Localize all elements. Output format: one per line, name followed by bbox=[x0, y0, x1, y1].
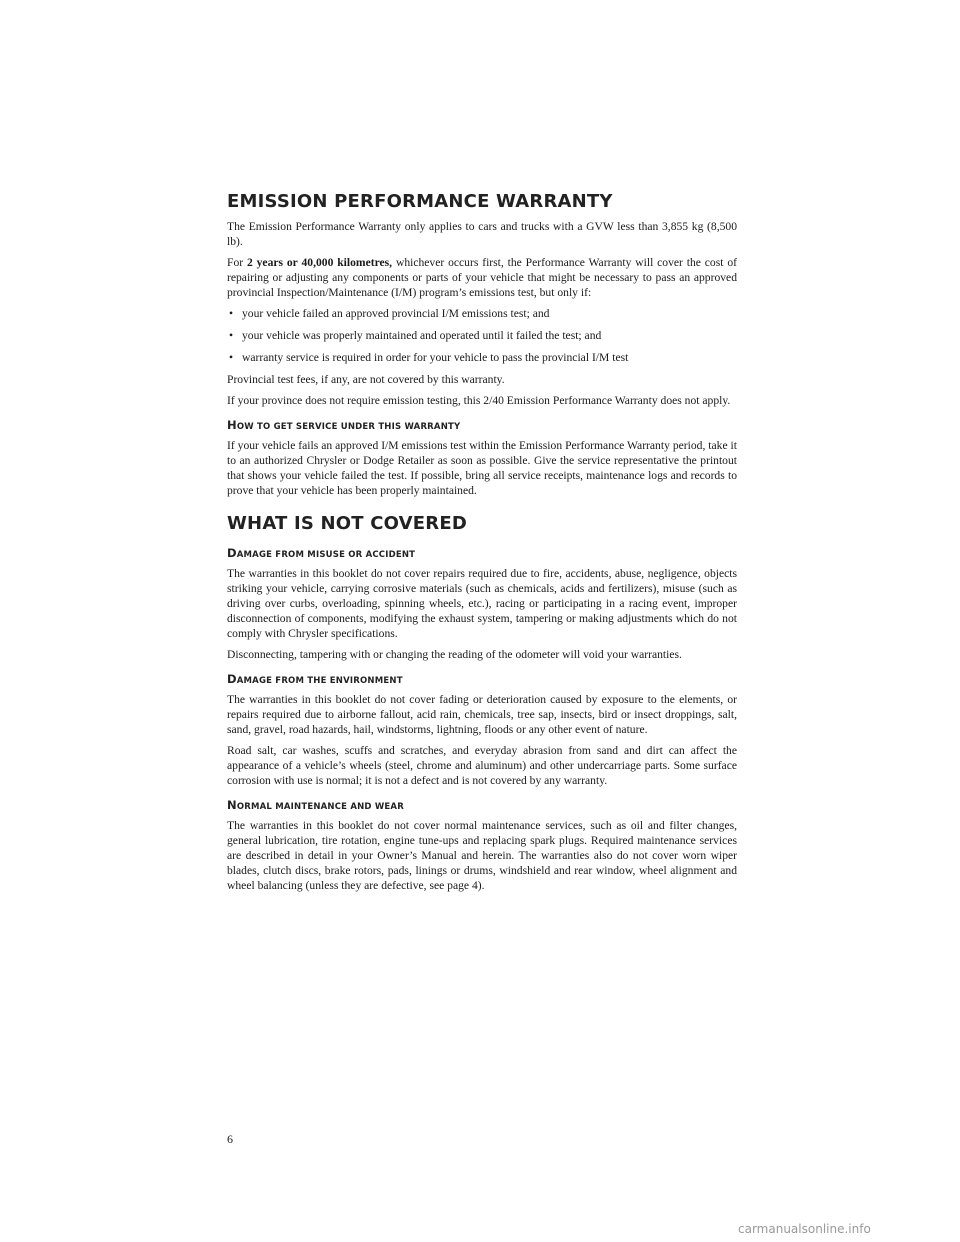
paragraph-service-procedure: If your vehicle fails an approved I/M emissions test within the Emission Performance Warranty period, take it to an authorized Chrysler or Dodge Retailer as soon as possible. Give the service representative the printout that shows your vehicle failed the test. If possible, bring all service receipts, maintenance logs and records to prove that your vehicle has been properly maintained. bbox=[227, 439, 737, 497]
section-title-not-covered: WHAT IS NOT COVERED bbox=[227, 513, 467, 534]
list-item: • your vehicle failed an approved provincial I/M emissions test; and bbox=[229, 307, 550, 320]
page-content bbox=[227, 190, 737, 899]
watermark: carmanualsonline.info bbox=[738, 1222, 871, 1236]
section-title-emission-warranty: EMISSION PERFORMANCE WARRANTY bbox=[227, 191, 613, 212]
paragraph-gvw: The Emission Performance Warranty only applies to cars and trucks with a GVW less than 3,855 kg (8,500 lb). bbox=[227, 220, 737, 248]
subheading-misuse-accident: DAMAGE FROM MISUSE OR ACCIDENT bbox=[227, 546, 416, 560]
paragraph-environment: The warranties in this booklet do not cover fading or deterioration caused by exposure to the elements, or repairs required due to airborne fallout, acid rain, chemicals, tree sap, insects, bird or insect droppings, salt, sand, gravel, road hazards, hail, windstorms, lightning, floods or any other event of nature. bbox=[227, 693, 737, 736]
bullet-icon: • bbox=[229, 351, 234, 364]
subheading-how-to-get-service: HOW TO GET SERVICE UNDER THIS WARRANTY bbox=[227, 418, 461, 432]
paragraph-no-testing: If your province does not require emission testing, this 2/40 Emission Performance Warranty does not apply. bbox=[227, 394, 731, 407]
conditions-list bbox=[227, 306, 737, 365]
bullet-icon: • bbox=[229, 329, 234, 342]
coverage-term: 2 years or 40,000 kilometres, bbox=[246, 256, 393, 269]
paragraph-maintenance: The warranties in this booklet do not cover normal maintenance services, such as oil and filter changes, general lubrication, tire rotation, engine tune-ups and replacing spark plugs. Required maintenance services are described in detail in your Owner’s Manual and herein. The warranties also do not cover worn wiper blades, clutch discs, brake rotors, pads, linings or drums, windshield and rear window, wheel alignment and wheel balancing (unless they are defective, see page 4). bbox=[227, 819, 737, 892]
list-item: • your vehicle was properly maintained and operated until it failed the test; and bbox=[229, 329, 602, 342]
list-item: • warranty service is required in order for your vehicle to pass the provincial I/M test bbox=[229, 351, 629, 364]
subheading-maintenance-wear: NORMAL MAINTENANCE AND WEAR bbox=[227, 798, 404, 812]
page-number: 6 bbox=[227, 1132, 233, 1146]
paragraph-misuse: The warranties in this booklet do not cover repairs required due to fire, accidents, abuse, negligence, objects striking your vehicle, carrying corrosive materials (such as chemicals, acids and fertilizers), misuse (such as driving over curbs, overloading, spinning wheels, etc.), racing or participating in a racing event, improper disconnection of components, modifying the exhaust system, tampering or making adjustments which do not comply with Chrysler specifications. bbox=[227, 567, 737, 640]
subheading-environment: DAMAGE FROM THE ENVIRONMENT bbox=[227, 672, 403, 686]
paragraph-test-fees: Provincial test fees, if any, are not covered by this warranty. bbox=[227, 373, 505, 386]
paragraph-road-salt: Road salt, car washes, scuffs and scratches, and everyday abrasion from sand and dirt can affect the appearance of a vehicle’s wheels (steel, chrome and aluminum) and other undercarriage parts. Some surface corrosion with use is normal; it is not a defect and is not covered by any warranty. bbox=[227, 744, 737, 787]
paragraph-coverage: For 2 years or 40,000 kilometres, whichever occurs first, the Performance Warranty will cover the cost of repairing or adjusting any components or parts of your vehicle that might be necessary to pass an approved provincial Inspection/Maintenance (I/M) program’s emissions test, but only if: bbox=[227, 256, 737, 299]
paragraph-odometer: Disconnecting, tampering with or changing the reading of the odometer will void your warranties. bbox=[227, 648, 682, 661]
bullet-icon: • bbox=[229, 307, 234, 320]
